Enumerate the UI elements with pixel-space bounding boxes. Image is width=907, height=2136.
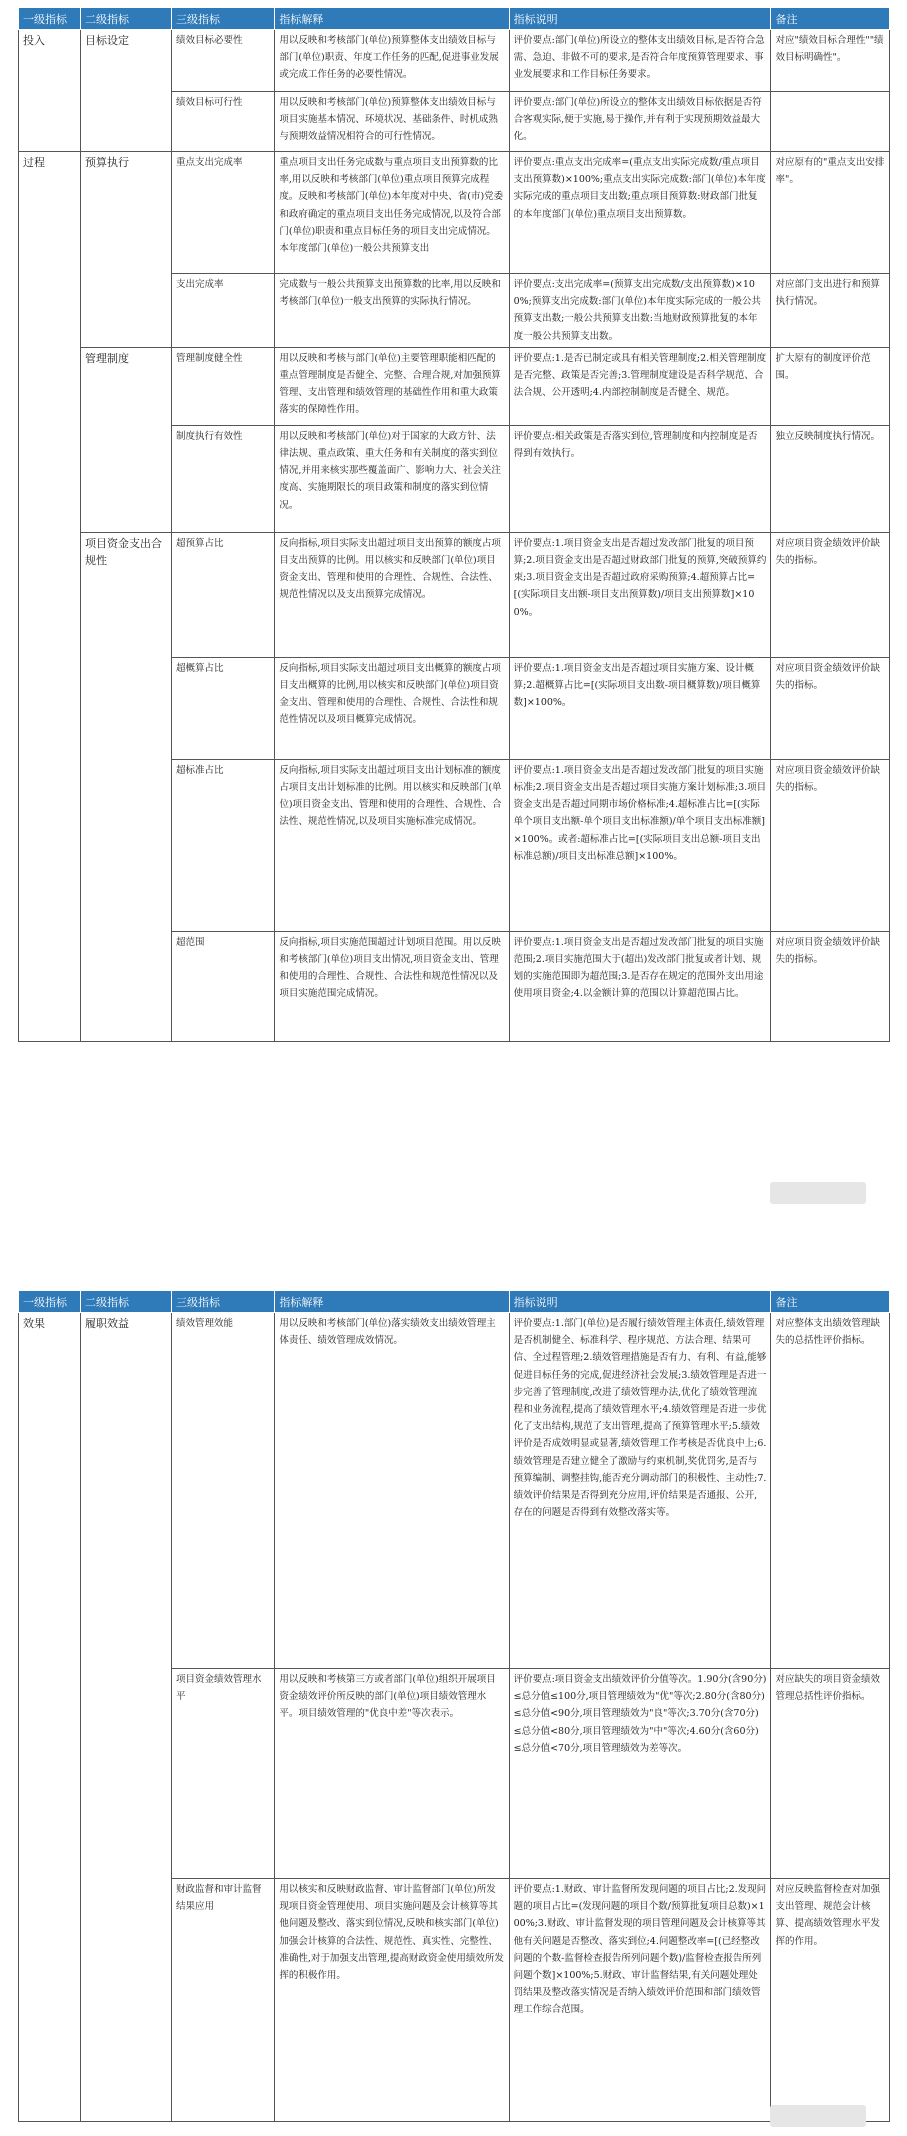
level3-cell: 绩效目标可行性 — [171, 92, 274, 152]
level1-cell: 过程 — [19, 152, 81, 1042]
level3-cell: 管理制度健全性 — [171, 347, 274, 425]
indicator-table-2 — [18, 1290, 890, 2122]
note-cell: 独立反映制度执行情况。 — [771, 425, 890, 532]
explanation-cell: 用以反映和考核部门(单位)落实绩效支出绩效管理主体责任、绩效管理成效情况。 — [275, 1313, 509, 1669]
level3-cell: 财政监督和审计监督结果应用 — [171, 1879, 274, 2122]
explanation-cell: 反向指标,项目实际支出超过项目支出计划标准的额度占项目支出计划标准的比例。用以核实和反映部门(单位)项目资金支出、管理和使用的合理性、合规性、合法性、规范性情况,以及项目实施标准完成情况。 — [275, 759, 509, 931]
note-cell: 对应项目资金绩效评价缺失的指标。 — [771, 657, 890, 759]
description-cell: 评价要点:部门(单位)所设立的整体支出绩效目标,是否符合急需、急迫、非做不可的要求,是否符合年度预算管理要求、事业发展要求和工作目标任务要求。 — [509, 30, 771, 92]
note-cell: 对应项目资金绩效评价缺失的指标。 — [771, 931, 890, 1041]
note-cell: 对应项目资金绩效评价缺失的指标。 — [771, 759, 890, 931]
explanation-cell: 用以反映和考核与部门(单位)主要管理职能相匹配的重点管理制度是否健全、完整、合理合规,对加强预算管理、支出管理和绩效管理的基础性作用和重大政策落实的保障性作用。 — [275, 347, 509, 425]
note-cell: 对应原有的"重点支出安排率"。 — [771, 152, 890, 274]
col-header-note: 备注 — [771, 1291, 890, 1313]
explanation-cell: 反向指标,项目实施范围超过计划项目范围。用以反映和考核部门(单位)项目支出情况,项目资金支出、管理和使用的合理性、合规性、合法性和规范性情况以及项目实施范围完成情况。 — [275, 931, 509, 1041]
level3-cell: 超概算占比 — [171, 657, 274, 759]
explanation-cell: 反向指标,项目实际支出超过项目支出预算的额度占项目支出预算的比例。用以核实和反映部门(单位)项目资金支出、管理和使用的合理性、合规性、合法性、规范性情况以及支出预算完成情况。 — [275, 532, 509, 657]
note-cell: 扩大原有的制度评价范围。 — [771, 347, 890, 425]
description-cell: 评价要点:重点支出完成率=(重点支出实际完成数/重点项目支出预算数)×100%;重点支出实际完成数:部门(单位)本年度实际完成的重点项目支出数;重点项目预算数:财政部门批复的本年度部门(单位)重点项目支出预算数。 — [509, 152, 771, 274]
level3-cell: 绩效管理效能 — [171, 1313, 274, 1669]
note-cell: 对应缺失的项目资金绩效管理总括性评价指标。 — [771, 1669, 890, 1879]
indicator-table-1 — [18, 7, 890, 1042]
level3-cell: 重点支出完成率 — [171, 152, 274, 274]
description-cell: 评价要点:1.财政、审计监督所发现问题的项目占比;2.发现问题的项目占比=(发现问题的项目个数/预算批复项目总数)×100%;3.财政、审计监督发现的项目管理问题及会计核算等其他有关问题是否整改、落实到位;4.问题整改率=[(已经整改问题的个数-监督检查报告所列问题个数)/监督检查报告所列问题个数]×100%;5.财政、审计监督结果,有关问题处理处罚结果及整改落实情况是否纳入绩效评价范围和部门绩效管理工作综合范围。 — [509, 1879, 771, 2122]
col-header-level2: 二级指标 — [81, 8, 172, 30]
note-cell — [771, 92, 890, 152]
note-cell: 对应整体支出绩效管理缺失的总括性评价指标。 — [771, 1313, 890, 1669]
col-header-note: 备注 — [771, 8, 890, 30]
level3-cell: 绩效目标必要性 — [171, 30, 274, 92]
level2-cell: 管理制度 — [81, 347, 172, 532]
explanation-cell: 重点项目支出任务完成数与重点项目支出预算数的比率,用以反映和考核部门(单位)重点项目预算完成程度。反映和考核部门(单位)本年度对中央、省(市)党委和政府确定的重点项目支出任务完成情况,以及符合部门(单位)职责和重点目标任务的项目支出完成情况。本年度部门(单位)一般公共预算支出 — [275, 152, 509, 274]
explanation-cell: 用以反映和考核部门(单位)预算整体支出绩效目标与项目实施基本情况、环境状况、基础条件、时机成熟与预期效益情况相符合的可行性情况。 — [275, 92, 509, 152]
col-header-description: 指标说明 — [509, 8, 771, 30]
note-cell: 对应"绩效目标合理性""绩效目标明确性"。 — [771, 30, 890, 92]
blurred-watermark — [770, 2105, 866, 2127]
note-cell: 对应反映监督检查对加强支出管理、规范会计核算、提高绩效管理水平发挥的作用。 — [771, 1879, 890, 2122]
description-cell: 评价要点:1.是否已制定或具有相关管理制度;2.相关管理制度是否完整、政策是否完善;3.管理制度建设是否科学规范、合法合规、公开透明;4.内部控制制度是否健全、规范。 — [509, 347, 771, 425]
level3-cell: 超范围 — [171, 931, 274, 1041]
level1-cell: 效果 — [19, 1313, 81, 2122]
col-header-explanation: 指标解释 — [275, 1291, 509, 1313]
level2-cell: 预算执行 — [81, 152, 172, 348]
col-header-level3: 三级指标 — [171, 8, 274, 30]
level1-cell: 投入 — [19, 30, 81, 152]
level3-cell: 制度执行有效性 — [171, 425, 274, 532]
description-cell: 评价要点:部门(单位)所设立的整体支出绩效目标依据是否符合客观实际,便于实施,易于操作,并有利于实现预期效益最大化。 — [509, 92, 771, 152]
description-cell: 评价要点:1.项目资金支出是否超过发改部门批复的项目实施范围;2.项目实施范围大于(超出)发改部门批复或者计划、规划的实施范围即为超范围;3.是否存在规定的范围外支出用途使用项目资金;4.以金额计算的范围以计算超范围占比。 — [509, 931, 771, 1041]
description-cell: 评价要点:1.项目资金支出是否超过发改部门批复的项目预算;2.项目资金支出是否超过财政部门批复的预算,突破预算约束;3.项目资金支出是否超过政府采购预算;4.超预算占比=[(实际项目支出额-项目支出预算数)/项目支出预算数]×100%。 — [509, 532, 771, 657]
explanation-cell: 反向指标,项目实际支出超过项目支出概算的额度占项目支出概算的比例,用以核实和反映部门(单位)项目资金支出、管理和使用的合理性、合规性、合法性和规范性情况以及项目概算完成情况。 — [275, 657, 509, 759]
col-header-explanation: 指标解释 — [275, 8, 509, 30]
explanation-cell: 用以反映和考核部门(单位)对于国家的大政方针、法律法规、重点政策、重大任务和有关制度的落实到位情况,并用来核实那些覆盖面广、影响力大、社会关注度高、实施期限长的项目政策和制度的落实到位情况。 — [275, 425, 509, 532]
description-cell: 评价要点:1.项目资金支出是否超过发改部门批复的项目实施标准;2.项目资金支出是否超过项目实施方案计划标准;3.项目资金支出是否超过同期市场价格标准;4.超标准占比=[(实际单个项目支出额-单个项目支出标准额)/单个项目支出标准额]×100%。或者:超标准占比=[(实际项目支出总额-项目支出标准总额)/项目支出标准总额]×100%。 — [509, 759, 771, 931]
level2-cell: 履职效益 — [81, 1313, 172, 2122]
description-cell: 评价要点:项目资金支出绩效评价分值等次。1.90分(含90分)≤总分值≤100分,项目管理绩效为"优"等次;2.80分(含80分)≤总分值<90分,项目管理绩效为"良"等次;3.70分(含70分)≤总分值<80分,项目管理绩效为"中"等次;4.60分(含60分)≤总分值<70分,项目管理绩效为差等次。 — [509, 1669, 771, 1879]
level3-cell: 支出完成率 — [171, 274, 274, 348]
level2-cell: 项目资金支出合规性 — [81, 532, 172, 1041]
explanation-cell: 用以反映和考核第三方或者部门(单位)组织开展项目资金绩效评价所反映的部门(单位)项目绩效管理水平。项目绩效管理的"优良中差"等次表示。 — [275, 1669, 509, 1879]
level3-cell: 超标准占比 — [171, 759, 274, 931]
description-cell: 评价要点:1.项目资金支出是否超过项目实施方案、设计概算;2.超概算占比=[(实际项目支出数-项目概算数)/项目概算数]×100%。 — [509, 657, 771, 759]
description-cell: 评价要点:相关政策是否落实到位,管理制度和内控制度是否得到有效执行。 — [509, 425, 771, 532]
col-header-level1: 一级指标 — [19, 8, 81, 30]
col-header-level1: 一级指标 — [19, 1291, 81, 1313]
level3-cell: 项目资金绩效管理水平 — [171, 1669, 274, 1879]
level3-cell: 超预算占比 — [171, 532, 274, 657]
explanation-cell: 用以反映和考核部门(单位)预算整体支出绩效目标与部门(单位)职责、年度工作任务的匹配,促进事业发展或完成工作任务的必要性情况。 — [275, 30, 509, 92]
blurred-watermark — [770, 1182, 866, 1204]
col-header-level3: 三级指标 — [171, 1291, 274, 1313]
explanation-cell: 完成数与一般公共预算支出预算数的比率,用以反映和考核部门(单位)一般支出预算的实际执行情况。 — [275, 274, 509, 348]
description-cell: 评价要点:支出完成率=(预算支出完成数/支出预算数)×100%;预算支出完成数:部门(单位)本年度实际完成的一般公共预算支出数;一般公共预算支出数:当地财政预算批复的本年度一般公共预算支出数。 — [509, 274, 771, 348]
col-header-description: 指标说明 — [509, 1291, 771, 1313]
note-cell: 对应部门支出进行和预算执行情况。 — [771, 274, 890, 348]
col-header-level2: 二级指标 — [81, 1291, 172, 1313]
description-cell: 评价要点:1.部门(单位)是否履行绩效管理主体责任,绩效管理是否机制健全、标准科学、程序规范、方法合理、结果可信、全过程管理;2.绩效管理措施是否有力、有利、有益,能够促进目标任务的完成,促进经济社会发展;3.绩效管理是否进一步完善了管理制度,改进了绩效管理办法,优化了绩效管理流程和业务流程,提高了绩效管理水平;4.绩效管理是否进一步优化了支出结构,规范了支出管理,提高了预算管理水平;5.绩效评价是否成效明显或显著,绩效管理工作考核是否优良中上;6.绩效管理是否建立健全了激励与约束机制,奖优罚劣,是否与预算编制、调整挂钩,能否充分调动部门的积极性、主动性;7.绩效评价结果是否得到充分应用,评价结果是否通报、公开,存在的问题是否得到有效整改落实等。 — [509, 1313, 771, 1669]
explanation-cell: 用以核实和反映财政监督、审计监督部门(单位)所发现项目资金管理使用、项目实施问题及会计核算等其他问题及整改、落实到位情况,反映和核实部门(单位)加强会计核算的合法性、规范性、真实性、完整性、准确性,对于加强支出管理,提高财政资金使用绩效所发挥的积极作用。 — [275, 1879, 509, 2122]
level2-cell: 目标设定 — [81, 30, 172, 152]
note-cell: 对应项目资金绩效评价缺失的指标。 — [771, 532, 890, 657]
